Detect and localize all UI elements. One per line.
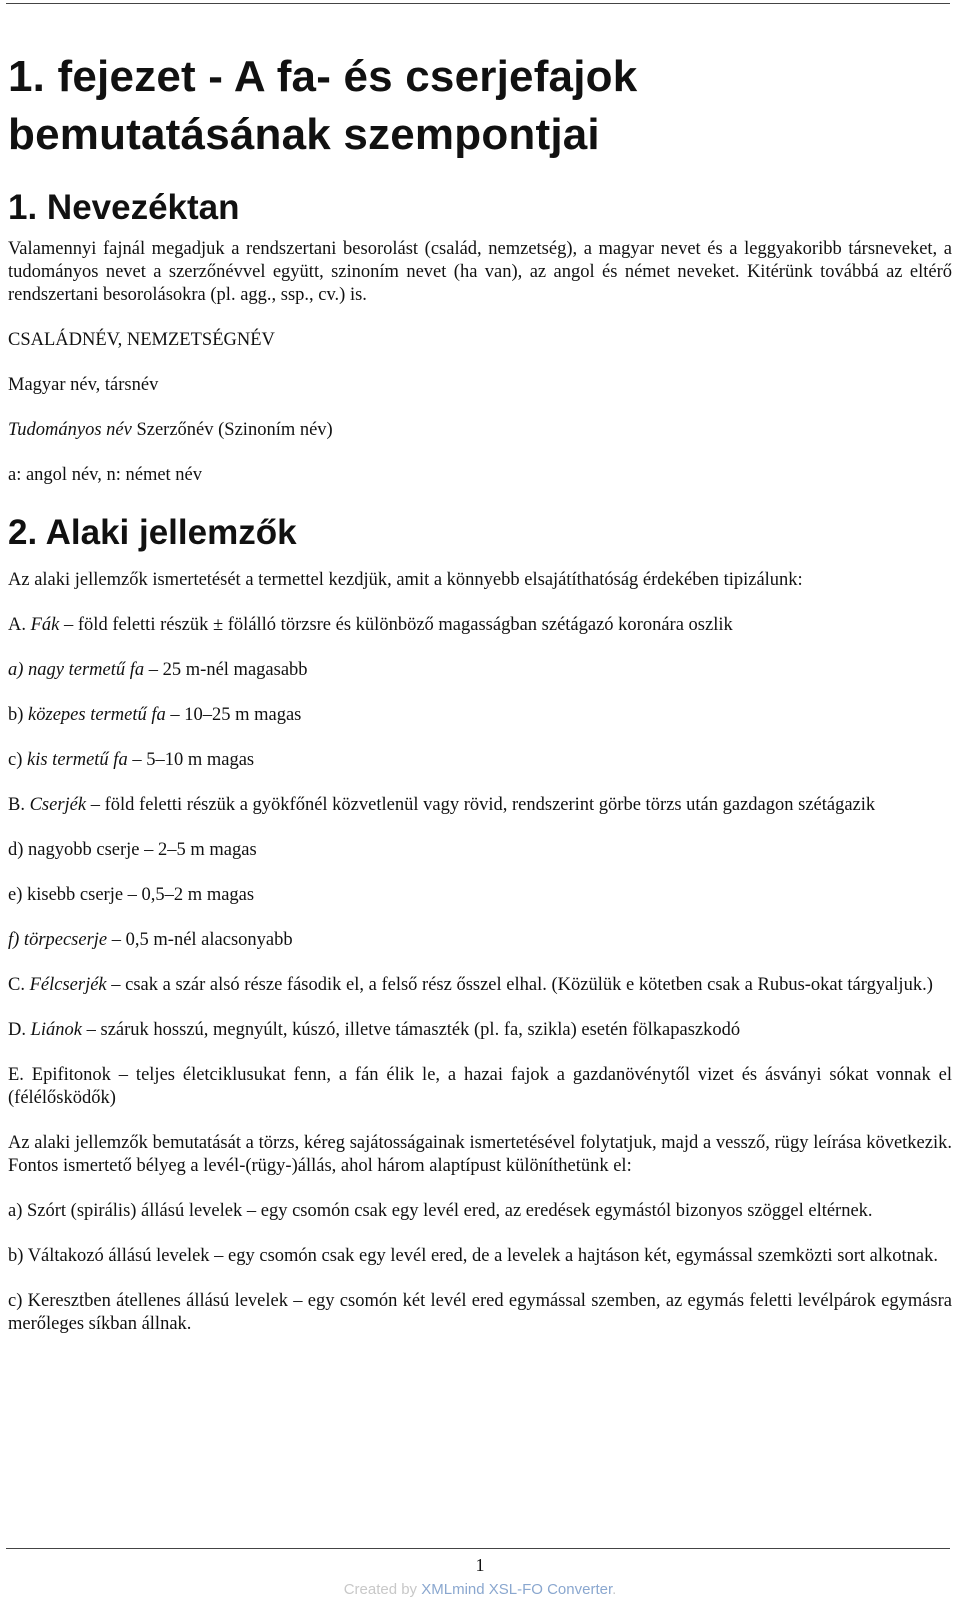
- section-heading-nevezektan: 1. Nevezéktan: [8, 188, 240, 227]
- type-b-shrubs: B. Cserjék – föld feletti részük a gyökfőnél közvetlenül vagy rövid, rendszerint görbe törzs után gazdagon szétágazik: [8, 795, 876, 815]
- section-heading-alaki-jellemzok: 2. Alaki jellemzők: [8, 513, 297, 552]
- leaf-arrangement-b: b) Váltakozó állású levelek – egy csomón csak egy levél ered, de a levelek a hajtáson két, egymással szemközti sort alkotnak.: [8, 1246, 938, 1266]
- converter-credit: Created by XMLmind XSL-FO Converter.: [343, 1581, 617, 1598]
- type-a-trees: A. Fák – föld feletti részük ± fölálló törzsre és különböző magasságban szétágazó koronára oszlik: [8, 615, 733, 635]
- subtype-e-smaller-shrub: e) kisebb cserje – 0,5–2 m magas: [8, 885, 255, 905]
- leaf-arrangement-c: c) Keresztben átellenes állású levelek – egy csomón két levél ered egymással szemben, az egymás feletti levélpárok egymásra merőleges síkban állnak.: [8, 1291, 952, 1334]
- top-rule: [6, 3, 950, 4]
- subtype-a-large-tree: a) nagy termetű fa – 25 m-nél magasabb: [8, 660, 308, 680]
- subtype-b-medium-tree: b) közepes termetű fa – 10–25 m magas: [8, 705, 302, 725]
- scientific-name-rest: Szerzőnév (Szinoním név): [131, 420, 333, 440]
- subtype-f-dwarf-shrub: f) törpecserje – 0,5 m-nél alacsonyabb: [8, 930, 293, 950]
- page-content: [8, 48, 952, 1358]
- page-number: 1: [475, 1555, 485, 1575]
- scientific-name-line: [8, 419, 952, 442]
- hungarian-name-line: Magyar név, társnév: [8, 375, 159, 395]
- nomenclature-intro: Valamennyi fajnál megadjuk a rendszertani besorolást (család, nemzetség), a magyar nevet és a leggyakoribb társneveket, a tudományos nevet a szerzőnévvel együtt, szinoním nevet (ha van), az angol és német neveket. Kitérünk továbbá az eltérő rendszertani besorolásokra (pl. agg., ssp., cv.) is.: [8, 239, 952, 305]
- type-c-subshrubs: C. Félcserjék – csak a szár alsó része fásodik el, a felső rész ősszel elhal. (Közülük e kötetben csak a Rubus-okat tárgyaljuk.): [8, 975, 933, 995]
- type-e-epiphytes: E. Epifitonok – teljes életciklusukat fenn, a fán élik le, a hazai fajok a gazdanövénytől vizet és ásványi sókat vonnak el (félélősködők): [8, 1065, 952, 1108]
- leaf-arrangement-a: a) Szórt (spirális) állású levelek – egy csomón csak egy levél ered, az eredések egymástól bizonyos szöggel eltérnek.: [8, 1201, 873, 1221]
- family-genus-line: CSALÁDNÉV, NEMZETSÉGNÉV: [8, 330, 275, 350]
- bottom-rule: [6, 1548, 950, 1549]
- scientific-name-italic: Tudományos név: [8, 420, 132, 440]
- foreign-names-line: a: angol név, n: német név: [8, 465, 203, 485]
- subtype-d-larger-shrub: d) nagyobb cserje – 2–5 m magas: [8, 840, 257, 860]
- converter-link[interactable]: XMLmind XSL-FO Converter: [421, 1581, 613, 1598]
- chapter-title: 1. fejezet - A fa- és cserjefajok bemutatásának szempontjai: [8, 52, 638, 159]
- bark-paragraph: Az alaki jellemzők bemutatását a törzs, kéreg sajátosságainak ismertetésével folytatjuk, majd a vessző, rügy leírása következik. Fontos ismertető bélyeg a levél-(rügy-)állás, ahol három alaptípust különíthetünk el:: [8, 1133, 952, 1176]
- subtype-c-small-tree: c) kis termetű fa – 5–10 m magas: [8, 750, 255, 770]
- morphology-intro: Az alaki jellemzők ismertetését a termettel kezdjük, amit a könnyebb elsajátíthatóság érdekében tipizálunk:: [8, 570, 803, 590]
- type-d-lianas: D. Liánok – száruk hosszú, megnyúlt, kúszó, illetve támaszték (pl. fa, szikla) esetén fölkapaszkodó: [8, 1020, 741, 1040]
